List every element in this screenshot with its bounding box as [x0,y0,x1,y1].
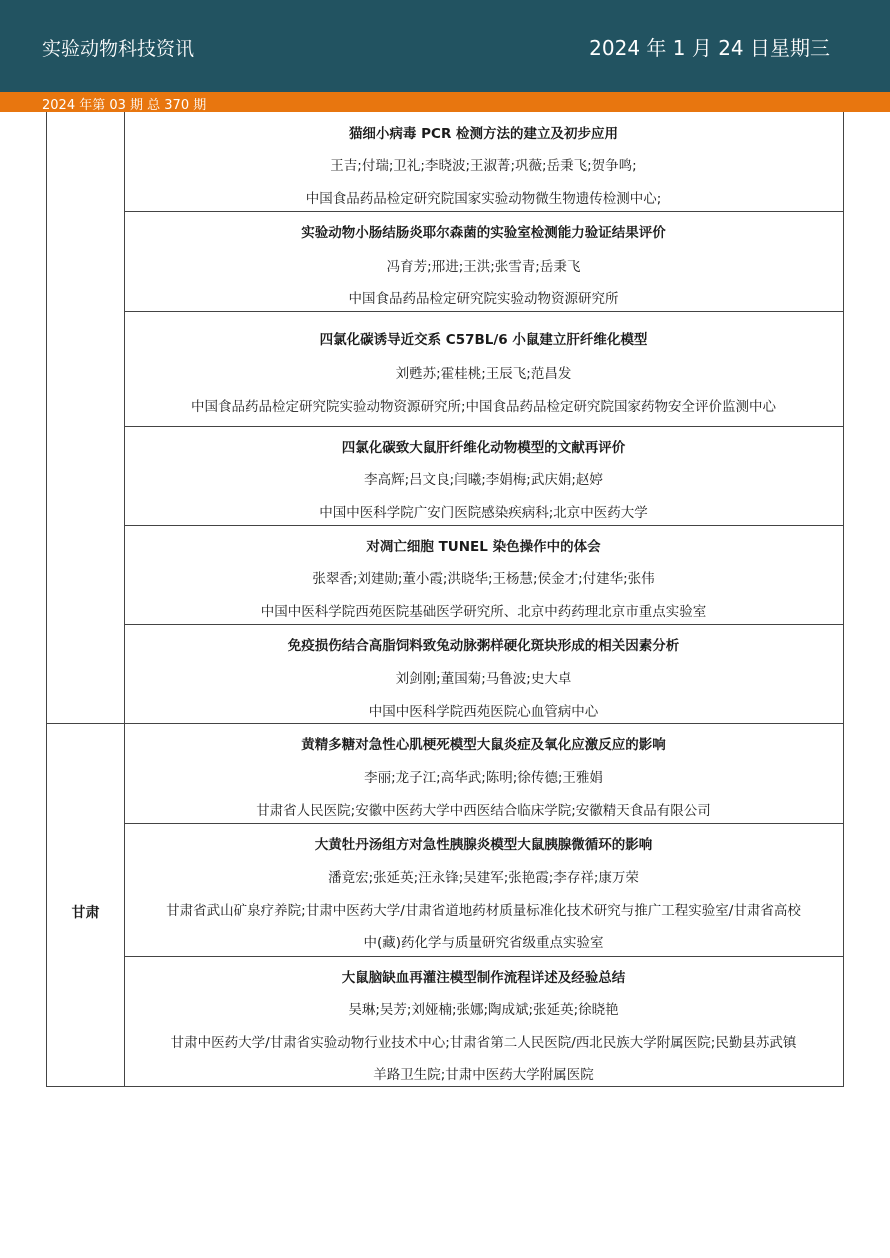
article-title: 黄精多糖对急性心肌梗死模型大鼠炎症及氧化应激反应的影响 [301,737,666,753]
article-entry [124,724,843,824]
article-authors: 潘竟宏;张延英;汪永锋;吴建军;张艳霞;李存祥;康万荣 [328,870,639,886]
region-label-gansu: 甘肃 [71,905,100,921]
article-entry [124,526,843,625]
article-entry [124,427,843,526]
article-affiliation: 中国食品药品检定研究院实验动物资源研究所 [348,291,619,307]
article-authors: 李丽;龙子江;高华武;陈明;徐传德;王雅娟 [364,770,603,786]
article-title: 免疫损伤结合高脂饲料致兔动脉粥样硬化斑块形成的相关因素分析 [287,638,680,654]
publication-date: 2024 年 1 月 24 日星期三 [589,36,830,60]
article-title: 大鼠脑缺血再灌注模型制作流程详述及经验总结 [341,970,626,986]
article-affiliation: 中国食品药品检定研究院实验动物资源研究所;中国食品药品检定研究院国家药物安全评价监测中心 [190,399,777,415]
article-entry [124,312,843,427]
issue-number: 2024 年第 03 期 总 370 期 [42,98,207,113]
article-authors: 刘甦苏;霍桂桃;王辰飞;范昌发 [395,366,572,382]
article-affiliation: 中国中医科学院广安门医院感染疾病科;北京中医药大学 [319,505,648,521]
article-affiliation-cont: 羊路卫生院;甘肃中医药大学附属医院 [373,1067,594,1083]
article-authors: 李高辉;吕文良;闫曦;李娟梅;武庆娟;赵婷 [364,472,603,488]
article-entry [124,957,843,1087]
article-title: 四氯化碳诱导近交系 C57BL/6 小鼠建立肝纤维化模型 [319,332,648,348]
article-authors: 王吉;付瑞;卫礼;李晓波;王淑菁;巩薇;岳秉飞;贺争鸣; [330,158,637,174]
article-affiliation: 中国食品药品检定研究院国家实验动物微生物遗传检测中心; [305,191,662,207]
region-column [47,112,125,1086]
article-title: 对凋亡细胞 TUNEL 染色操作中的体会 [366,539,601,555]
article-affiliation: 中国中医科学院西苑医院心血管病中心 [368,704,599,720]
article-entry [124,112,843,212]
article-title: 猫细小病毒 PCR 检测方法的建立及初步应用 [348,126,619,142]
issue-bar [0,92,890,112]
article-authors: 冯育芳;邢进;王洪;张雪青;岳秉飞 [386,259,581,275]
article-authors: 吴琳;吴芳;刘娅楠;张娜;陶成斌;张延英;徐晓艳 [348,1002,619,1018]
article-authors: 刘剑刚;董国菊;马鲁波;史大卓 [395,671,572,687]
publication-title: 实验动物科技资讯 [42,38,195,60]
article-affiliation: 甘肃省武山矿泉疗养院;甘肃中医药大学/甘肃省道地药材质量标准化技术研究与推广工程实验室/甘肃省高校 [166,903,801,919]
article-authors: 张翠香;刘建勋;董小霞;洪晓华;王杨慧;侯金才;付建华;张伟 [312,571,655,587]
article-entry [124,212,843,312]
article-affiliation-cont: 中(藏)药化学与质量研究省级重点实验室 [363,935,604,951]
article-affiliation: 甘肃省人民医院;安徽中医药大学中西医结合临床学院;安徽精天食品有限公司 [256,803,711,819]
region-divider [47,723,124,724]
page-header [0,0,890,92]
article-affiliation: 中国中医科学院西苑医院基础医学研究所、北京中药药理北京市重点实验室 [260,604,707,620]
article-title: 实验动物小肠结肠炎耶尔森菌的实验室检测能力验证结果评价 [301,225,666,241]
article-entry [124,824,843,957]
article-affiliation: 甘肃中医药大学/甘肃省实验动物行业技术中心;甘肃省第二人民医院/西北民族大学附属医院;民勤县苏武镇 [170,1035,797,1051]
article-table [46,112,844,1087]
article-entry [124,625,843,724]
article-title: 四氯化碳致大鼠肝纤维化动物模型的文献再评价 [341,440,626,456]
article-title: 大黄牡丹汤组方对急性胰腺炎模型大鼠胰腺微循环的影响 [314,837,653,853]
